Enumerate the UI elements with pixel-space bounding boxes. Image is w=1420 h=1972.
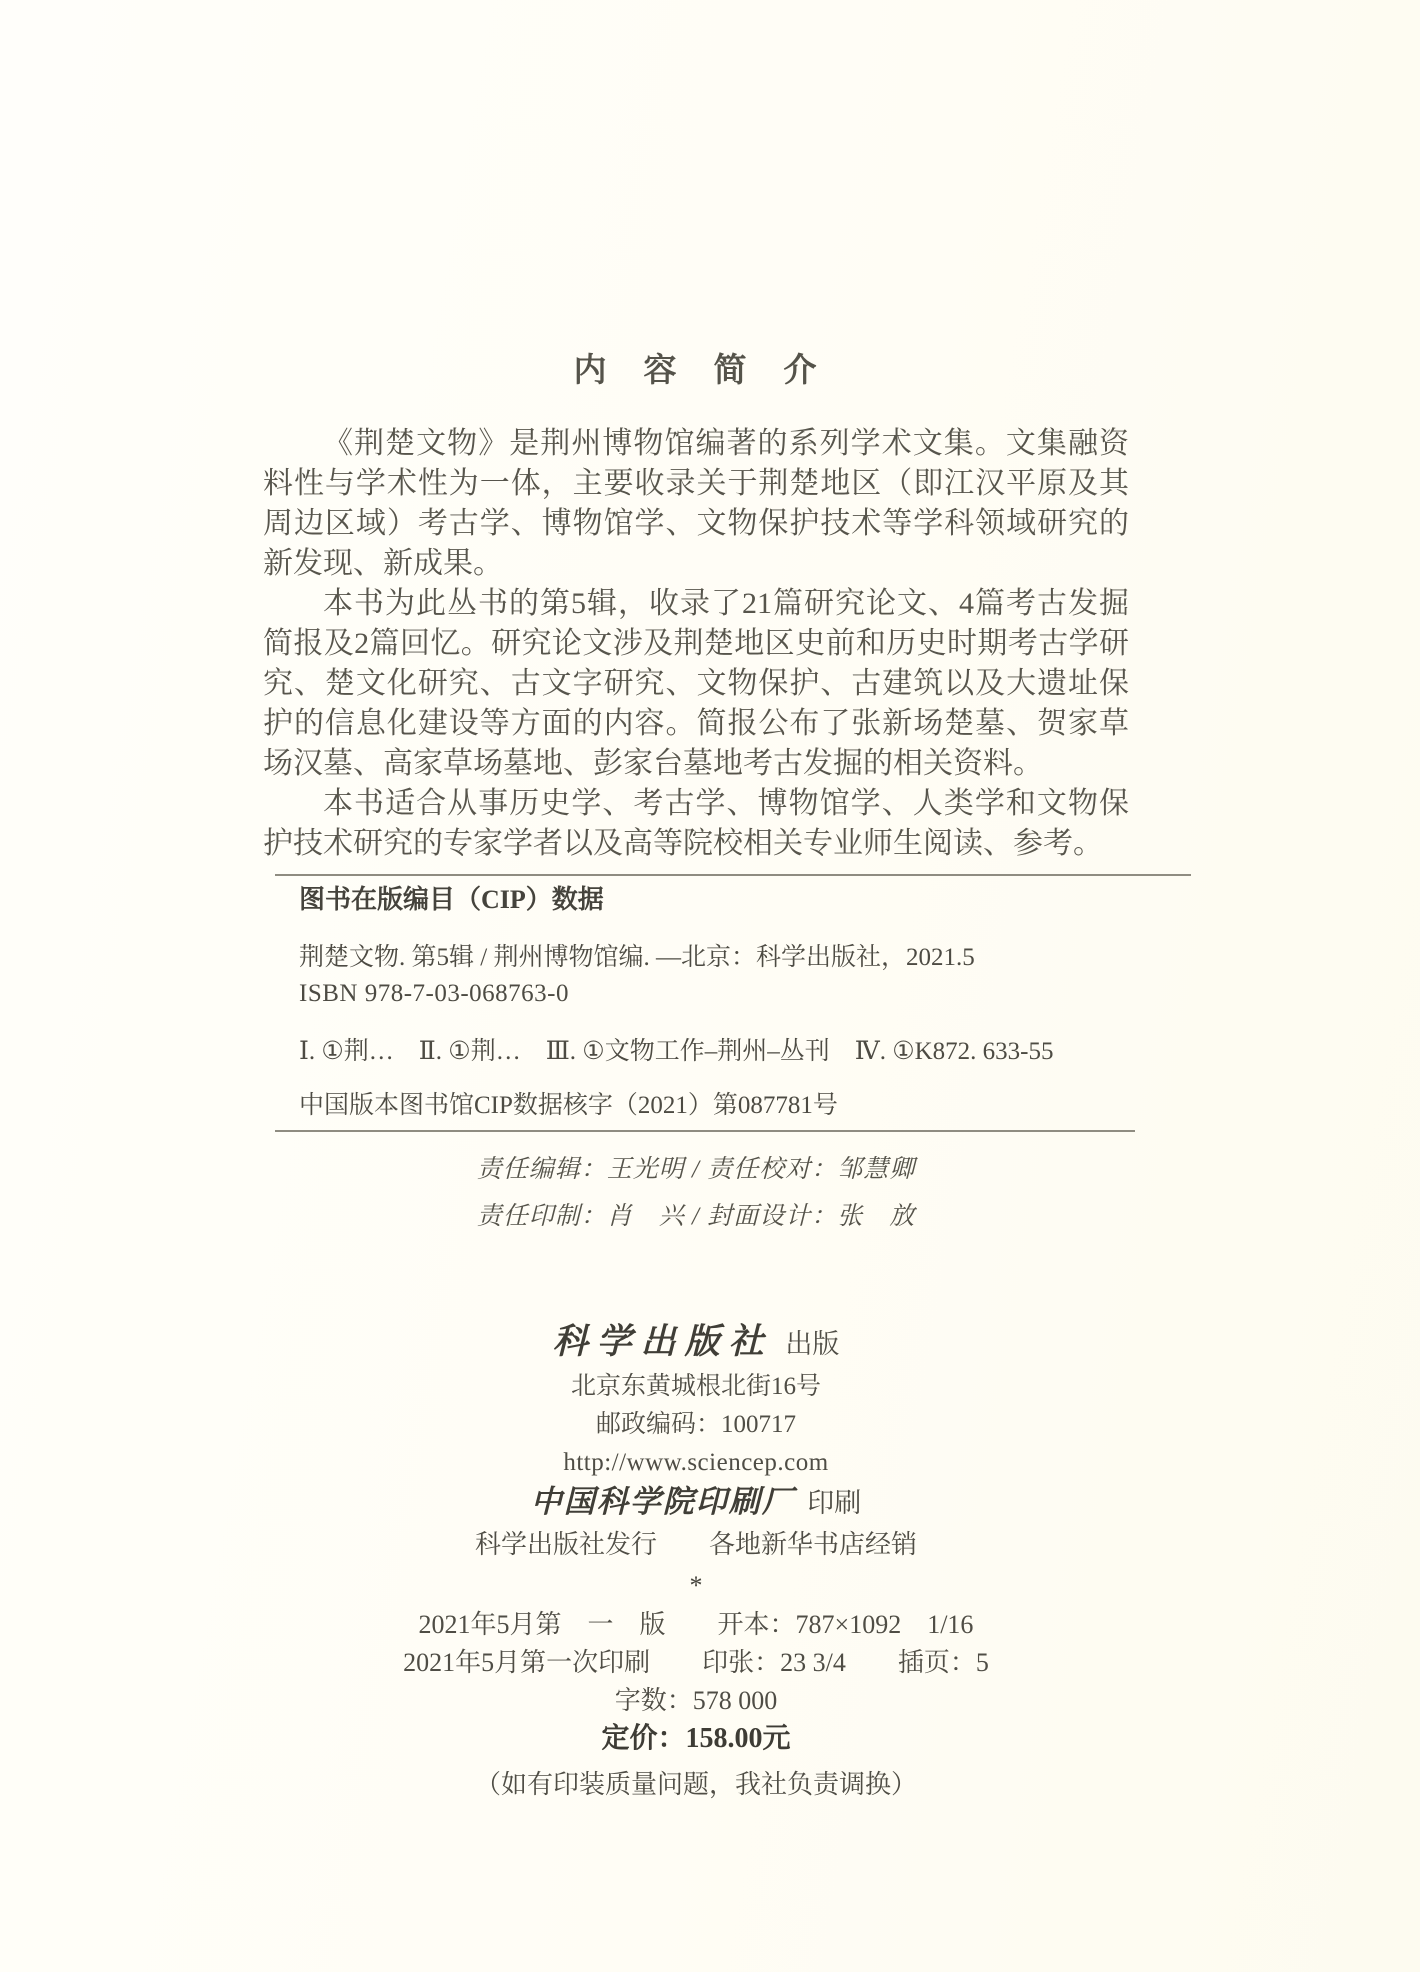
intro-paragraph-3: 本书适合从事历史学、考古学、博物馆学、人类学和文物保护技术研究的专家学者以及高等院校相关专业师生阅读、参考。 — [263, 787, 1129, 860]
price-line: 定价：158.00元 — [601, 1723, 791, 1754]
cip-isbn: ISBN 978-7-03-068763-0 — [299, 980, 570, 1007]
colophon-block — [263, 1318, 1129, 1804]
publisher-role: 出版 — [785, 1329, 840, 1359]
cip-record-number: 中国版本图书馆CIP数据核字（2021）第087781号 — [299, 1092, 838, 1119]
edition-line: 2021年5月第 一 版 开本：787×1092 1/16 — [418, 1610, 974, 1639]
publisher-website: http://www.sciencep.com — [563, 1449, 829, 1476]
cip-rule-bottom — [275, 1130, 1135, 1132]
quality-notice: （如有印装质量问题，我社负责调换） — [474, 1770, 917, 1799]
word-count-line: 字数：578 000 — [614, 1686, 778, 1715]
cip-header: 图书在版编目（CIP）数据 — [299, 885, 604, 914]
publisher-postcode: 邮政编码：100717 — [595, 1411, 796, 1438]
cip-classification: Ⅰ. ①荆… Ⅱ. ①荆… Ⅲ. ①文物工作–荆州–丛刊 Ⅳ. ①K872. 633-55 — [299, 1038, 1054, 1065]
cip-rule-top — [275, 874, 1191, 876]
credits-block — [263, 1146, 1129, 1240]
intro-paragraph-1: 《荆楚文物》是荆州博物馆编著的系列学术文集。文集融资料性与学术性为一体，主要收录关于荆楚地区（即江汉平原及其周边区域）考古学、博物馆学、文物保护技术等学科领域研究的新发现、新成果。 — [263, 427, 1129, 580]
printer-logo: 中国科学院印刷厂 — [530, 1484, 795, 1519]
printer-role: 印刷 — [807, 1488, 862, 1518]
publisher-address: 北京东黄城根北街16号 — [570, 1373, 821, 1400]
credits-design-line: 责任印制：肖 兴 / 封面设计：张 放 — [476, 1203, 916, 1230]
printer-line — [263, 1482, 1129, 1524]
impression-line: 2021年5月第一次印刷 印张：23 3/4 插页：5 — [403, 1648, 989, 1677]
intro-paragraph-2: 本书为此丛书的第5辑，收录了21篇研究论文、4篇考古发掘简报及2篇回忆。研究论文涉及荆楚地区史前和历史时期考古学研究、楚文化研究、古文字研究、文物保护、古建筑以及大遗址保护的信息化建设等方面的内容。简报公布了张新场楚墓、贺家草场汉墓、高家草场墓地、彭家台墓地考古发掘的相关资料。 — [263, 587, 1129, 780]
cip-title-line: 荆楚文物. 第5辑 / 荆州博物馆编. —北京：科学出版社，2021.5 — [299, 944, 975, 971]
divider-asterisk: * — [689, 1571, 703, 1600]
distribution-line: 科学出版社发行 各地新华书店经销 — [474, 1530, 917, 1559]
intro-title: 内 容 简 介 — [573, 353, 819, 389]
cip-block — [299, 884, 1145, 1122]
intro-body — [263, 424, 1129, 864]
publisher-line — [263, 1318, 1129, 1368]
credits-editorial-line: 责任编辑：王光明 / 责任校对：邹慧卿 — [476, 1156, 916, 1183]
science-press-logo: 科学出版社 — [552, 1322, 773, 1361]
